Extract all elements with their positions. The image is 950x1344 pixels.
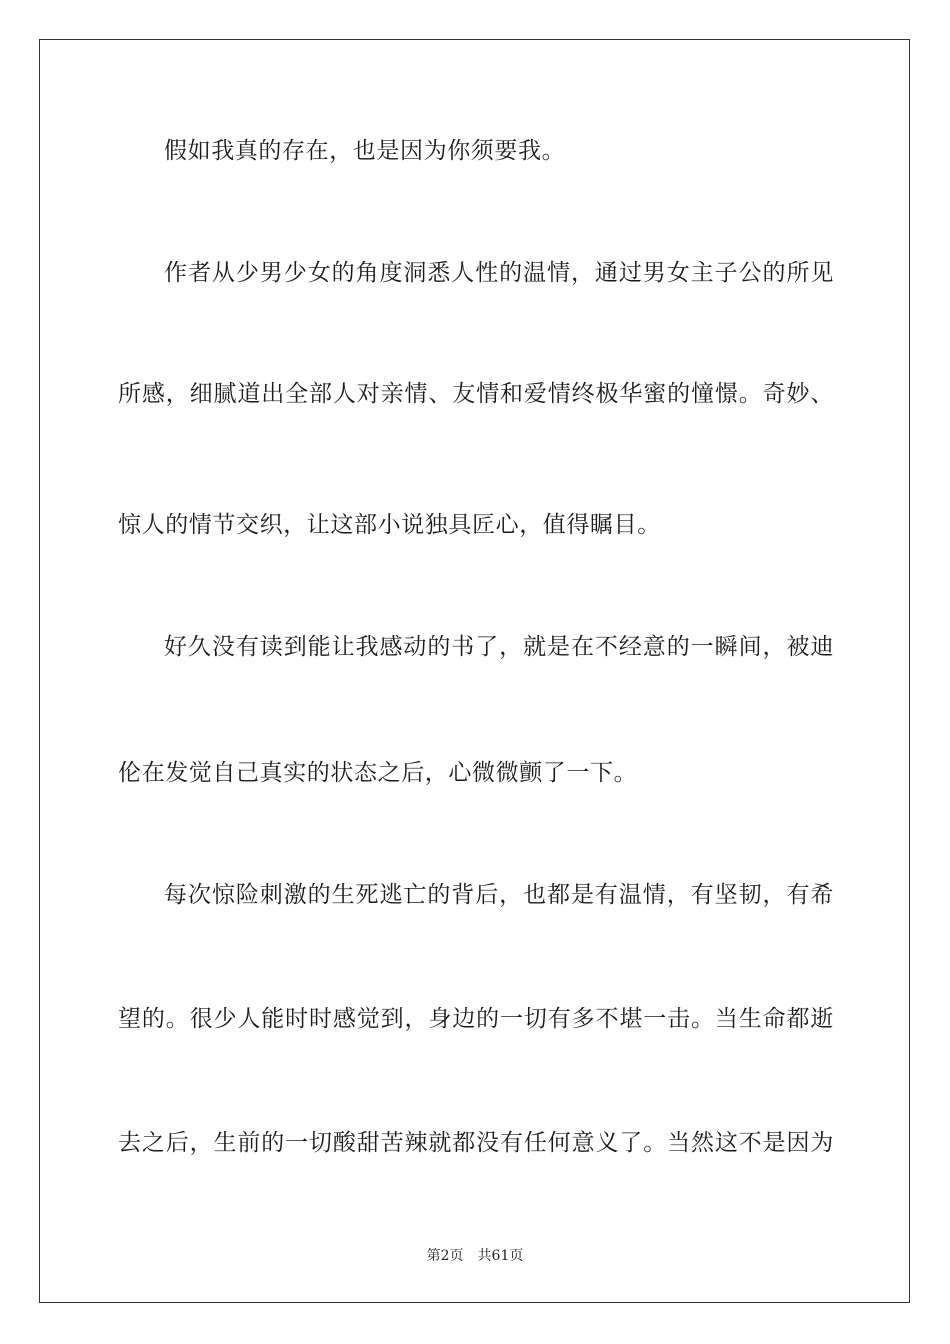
paragraph-line: 所感，细腻道出全部人对亲情、友情和爱情终极华蜜的憧憬。奇妙、: [118, 381, 834, 407]
paragraph-line: 伦在发觉自己真实的状态之后，心微微颤了一下。: [118, 760, 638, 786]
page-total: 共61页: [477, 1248, 524, 1264]
paragraph-line: 好久没有读到能让我感动的书了，就是在不经意的一瞬间，被迪: [164, 634, 834, 660]
paragraph-line: 望的。很少人能时时感觉到，身边的一切有多不堪一击。当生命都逝: [118, 1006, 834, 1032]
paragraph-line: 作者从少男少女的角度洞悉人性的温情，通过男女主子公的所见: [164, 260, 834, 286]
paragraph-line: 假如我真的存在，也是因为你须要我。: [164, 138, 566, 164]
page-border: [39, 39, 910, 1303]
page-footer: [0, 1246, 950, 1266]
page-number: 第2页: [426, 1248, 464, 1264]
paragraph-line: 惊人的情节交织，让这部小说独具匠心，值得瞩目。: [118, 512, 661, 538]
paragraph-line: 去之后，生前的一切酸甜苦辣就都没有任何意义了。当然这不是因为: [118, 1130, 834, 1156]
paragraph-line: 每次惊险刺激的生死逃亡的背后，也都是有温情，有坚韧，有希: [164, 882, 834, 908]
